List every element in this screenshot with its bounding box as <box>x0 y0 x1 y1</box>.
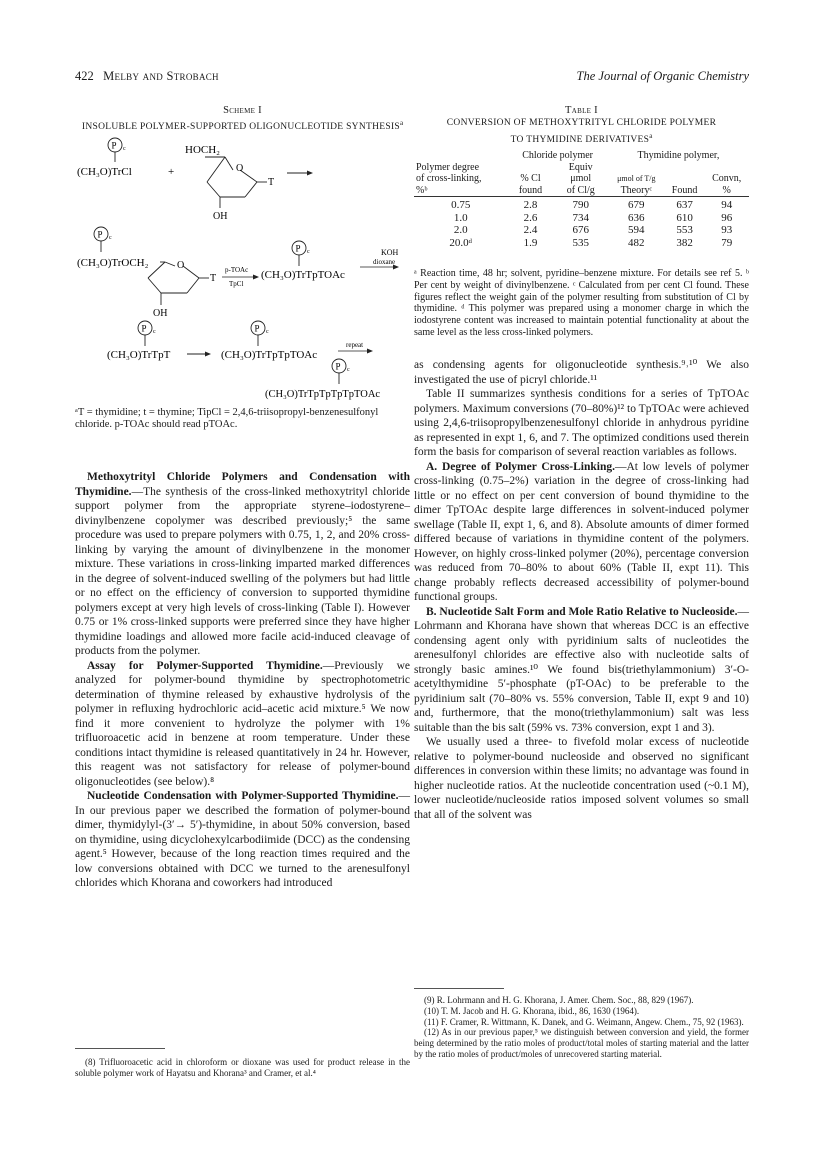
table1-notes: ᵃ Reaction time, 48 hr; solvent, pyridine–benzene mixture. For details see ref 5. ᵇ Per cent by weight of divinylbenzene. ᶜ Calculated from per cent Cl found. These figures reflect the weight gain of the polymer resulting from substitution of Cl by thymidine. ᵈ This polymer was prepared using a monomer charge in which the iodostyrene content was increased to maintain potential functionality at about the same level as the less cross-linked polymers. <box>414 268 749 338</box>
table1-title: CONVERSION OF METHOXYTRITYL CHLORIDE POLYMER TO THYMIDINE DERIVATIVES <box>446 118 717 146</box>
reagent-koh: KOH <box>381 248 399 257</box>
row3-mid: (CH₃O)TrTpTpTOAc <box>221 349 318 361</box>
row1-reagent: (CH₃O)TrCl <box>77 166 132 178</box>
svg-text:P: P <box>97 229 103 240</box>
ring2-oxygen: O <box>177 260 185 271</box>
col-found: Found <box>671 184 698 196</box>
section-heading: A. Degree of Polymer Cross-Linking. <box>426 460 615 473</box>
right-body <box>414 358 749 822</box>
svg-text:P: P <box>141 323 147 334</box>
col-conversion: Convn, % <box>712 173 742 196</box>
paragraph: Assay for Polymer-Supported Thymidine.—Previously we analyzed for polymer-bound thymidine by spectrophotometric determination of thymine released by exhaustive hydrolysis of the polymer in refluxing hydrochloric acid–acetic acid mixture.⁵ We now find it more convenient to hydrolyze the polymer with 1% trifluoroacetic acid in benzene at room temperature. Under these conditions intact thymidine is released quantitatively in 24 hr. However, this reagent was not satisfactory for release of polymer-bound oligonucleotides (see below).⁸ <box>75 659 410 788</box>
polymer-badge-1 <box>108 138 126 162</box>
table1-label: Table I <box>565 105 598 116</box>
row2-left: (CH₃O)TrOCH₂ <box>77 257 149 269</box>
ring1-base: T <box>268 177 275 188</box>
row3-left: (CH₃O)TrTpT <box>107 349 171 361</box>
svg-text:c: c <box>123 146 126 152</box>
svg-text:c: c <box>347 367 350 373</box>
left-body <box>75 470 410 891</box>
section-heading: Methoxytrityl Chloride Polymers and Condensation with Thymidine. <box>75 471 410 498</box>
table1-title-marker: a <box>649 132 653 140</box>
col-crosslinking: Polymer degree of cross-linking, %ᵇ <box>416 161 482 196</box>
plus-sign: + <box>168 166 175 178</box>
paragraph: Nucleotide Condensation with Polymer-Supported Thymidine.—In our previous paper we described the formation of polymer-bound dimer, thymidylyl-(3′→ 5′)-thymidine, in about 50% conversion, based on thymidine, using dicyclohexylcarbodiimide (DCC) as the condensing agent.⁵ However, because of the long reaction times required and the low conversions obtained with DCC we turned to the arenesulfonyl chlorides which Khorana and coworkers had introduced <box>75 790 410 889</box>
scheme-title-marker: a <box>400 119 404 127</box>
group-chloride: Chloride polymer <box>522 150 594 161</box>
footnotes-left <box>75 1057 410 1079</box>
svg-text:P: P <box>335 361 341 372</box>
section-heading: B. Nucleotide Salt Form and Mole Ratio Relative to Nucleoside. <box>426 605 738 618</box>
author-names: Melby and Strobach <box>103 69 219 83</box>
page-header-left <box>75 69 219 84</box>
reagent-tpcl: TpCl <box>229 280 244 288</box>
table-row: 1.0 2.6 734 636 610 96 <box>453 211 733 224</box>
footnote: (10) T. M. Jacob and H. G. Khorana, ibid., 86, 1630 (1964). <box>424 1005 640 1016</box>
scheme-diagram <box>75 135 410 405</box>
reagent-ptoac: p-TOAc <box>225 266 249 274</box>
ring1-oh: OH <box>213 211 228 222</box>
scheme-heading <box>75 104 410 134</box>
polymer-badge-3 <box>292 241 310 266</box>
reagent-repeat: repeat <box>346 341 364 349</box>
footnote-rule-right <box>414 988 504 989</box>
paragraph: Table II summarizes synthesis conditions for a series of TpTOAc polymers. Maximum conversions (70–80%)¹² to TpTOAc were achieved using 2,4,6-triisopropylbenzenesulfonyl chloride in anhydrous pyridine as represented in expt 1, 6, and 7. The optimized conditions used therein form the basis for comparison of several reaction variables as follows. <box>414 388 749 458</box>
table1-heading <box>414 104 749 147</box>
table-row: 20.0ᵈ 1.9 535 482 382 79 <box>449 236 733 249</box>
table-row: 2.0 2.4 676 594 553 93 <box>453 224 733 236</box>
table-row: 0.75 2.8 790 679 637 94 <box>451 199 733 211</box>
section-heading: Nucleotide Condensation with Polymer-Supported Thymidine. <box>87 790 399 802</box>
page-number: 422 <box>75 69 94 83</box>
col-pct-cl: % Cl found <box>518 173 543 196</box>
scheme-footnote: ᵃT = thymidine; t = thymine; TipCl = 2,4,6-triisopropyl-benzenesulfonyl chloride. p-TOAc should read pTOAc. <box>75 407 379 430</box>
svg-text:c: c <box>266 329 269 335</box>
ring1-oxygen: O <box>236 163 244 174</box>
paragraph: A. Degree of Polymer Cross-Linking.—At low levels of polymer cross-linking (0.75–2%) variation in the degree of cross-linking had little or no effect on per cent conversion of bound thymidine to the dimer TpTOAc despite large differences in solvent-induced polymer swellage (Table II, expt 1, 6, and 8). Absolute amounts of dimer formed differed because of variations in thymidine content of the polymers. However, on highly cross-linked polymer (20%), percentage conversion was reduced from 70–80% to about 60% (Table II, expt 11). This change probably reflects decreased accessibility of polymer-bound functional groups. <box>414 460 749 603</box>
svg-text:P: P <box>254 323 260 334</box>
table1-title-line <box>414 117 749 147</box>
group-thymidine: Thymidine polymer, <box>637 150 720 161</box>
table1-header-row <box>414 162 749 197</box>
footnote: (8) Trifluoroacetic acid in chloroform or dioxane was used for product release in the soluble polymer work of Hayatsu and Khorana³ and Cramer, et al.⁴ <box>75 1057 410 1078</box>
ring2-oh: OH <box>153 308 168 319</box>
polymer-badge-4 <box>138 321 156 346</box>
table1 <box>414 150 749 249</box>
scheme-svg <box>75 135 410 405</box>
paragraph: B. Nucleotide Salt Form and Mole Ratio Relative to Nucleoside.—Lohrmann and Khorana have shown that whereas DCC is an effective condensing agent only with pyridinium salts of nucleotides the arenesulfonyl chlorides are effective also with nucleotide salts of strongly basic amines.¹⁰ We found bis(triethylammonium) 3′-O-acetylthymidine 5′-phosphate (pT-OAc) to be preferable to the pyridinium salt (70–80% vs. 55% conversion, Table II, expt 9 and 10) and, furthermore, that the mono(triethylammonium) salt was less suitable than the bis salt (59% vs. 73% conversion, expt 1 and 3). <box>414 605 749 734</box>
polymer-badge-5 <box>251 321 269 346</box>
svg-text:c: c <box>307 249 310 255</box>
ring2-base: T <box>210 273 217 284</box>
col-theory: μmol of T/g Theoryᶜ <box>617 174 656 196</box>
svg-text:c: c <box>109 235 112 241</box>
scheme-title-line <box>75 117 410 134</box>
polymer-badge-6 <box>332 359 350 384</box>
footnote: (11) F. Cramer, R. Wittmann, K. Danek, and G. Weimann, Angew. Chem., 75, 92 (1963). <box>424 1016 744 1027</box>
footnote: (12) As in our previous paper,⁵ we distinguish between conversion and yield, the former being determined by the ratio moles of product/total moles of starting material and the latter by the ratio moles of product/moles of unrecovered starting material. <box>414 1027 749 1059</box>
scheme-title: INSOLUBLE POLYMER-SUPPORTED OLIGONUCLEOTIDE SYNTHESIS <box>81 122 400 133</box>
row2-product: (CH₃O)TrTpTOAc <box>261 269 345 281</box>
polymer-badge-2 <box>94 227 112 252</box>
footnotes-right <box>414 995 749 1060</box>
svg-text:P: P <box>111 140 117 151</box>
reagent-dioxane: dioxane <box>373 258 396 266</box>
row4-product: (CH₃O)TrTpTpTpTpTOAc <box>265 389 381 400</box>
table1-group-row <box>414 150 749 162</box>
scheme-label: Scheme I <box>223 105 262 116</box>
footnote: (9) R. Lohrmann and H. G. Khorana, J. Amer. Chem. Soc., 88, 829 (1967). <box>424 995 694 1005</box>
footnote-rule-left <box>75 1048 165 1049</box>
svg-text:P: P <box>295 243 301 254</box>
paragraph: as condensing agents for oligonucleotide synthesis.⁹˒¹⁰ We also investigated the use of picryl chloride.¹¹ <box>414 359 749 386</box>
col-equiv: Equiv μmol of Cl/g <box>566 161 595 196</box>
section-heading: Assay for Polymer-Supported Thymidine. <box>87 659 323 672</box>
paragraph: We usually used a three- to fivefold molar excess of nucleotide relative to polymer-bound nucleoside and observed no significant differences in conversion within these limits; no advantage was found in higher nucleotide ratios. At the nucleotide concentration used (~0.1 M), lower nucleotide/nucleoside ratios imposed solvent volumes so small that all of the solvent was <box>414 736 749 821</box>
hoch2-label: HOCH₂ <box>185 144 221 156</box>
journal-title: The Journal of Organic Chemistry <box>576 69 749 83</box>
svg-text:c: c <box>153 329 156 335</box>
paragraph: Methoxytrityl Chloride Polymers and Condensation with Thymidine.—The synthesis of the cross-linked methoxytrityl chloride support polymer from the appropriate styrene–iodostyrene–divinylbenzene copolymer was described previously;⁵ the same procedure was used to prepare polymers with 0.75, 1, 2, and 20% cross-linking by varying the amount of divinylbenzene in the monomer mixture. These variations in cross-linking imparted marked differences in the degree of solvent-induced swelling of the polymers but had little or no effect on the efficiency of conversion to supported thymidine polymers except at very high levels of cross-linking (Table I). However 0.75 or 1% cross-linked supports were preferred since they have higher thymidine loadings and allowed more facile acid-induced cleavage of products from the polymer. <box>75 471 410 657</box>
